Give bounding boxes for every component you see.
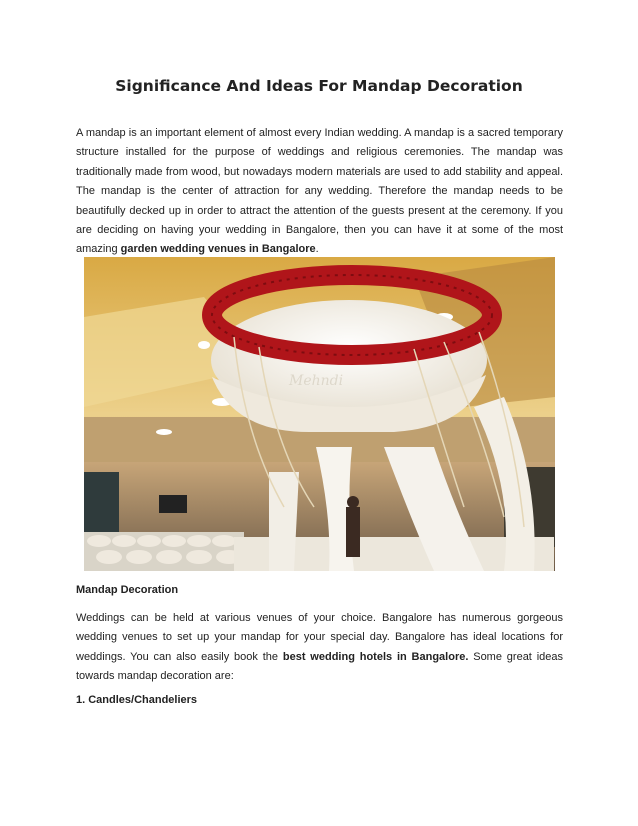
intro-text: A mandap is an important element of almost every Indian wedding. A mandap is a sacred temporary structure installed for the purpose of weddings and religious ceremonies. The mandap was traditionally made from wood, but nowadays modern materials are used to add stability and appeal. The mandap is the center of attraction for any wedding. Therefore the mandap needs to be beautifully decked up in order to attract the attention of the guests present at the ceremony. If you are deciding on having your wedding in Bangalore, then you can have it at some of the most amazing bbox=[76, 127, 563, 256]
intro-paragraph bbox=[76, 124, 563, 260]
body-paragraph bbox=[76, 609, 563, 687]
body-end: Some great ideas towards mandap decoration are: bbox=[76, 650, 563, 683]
list-heading: 1. Candles/Chandeliers bbox=[76, 694, 198, 706]
page-title: Significance And Ideas For Mandap Decoration bbox=[115, 77, 523, 95]
section-heading: Mandap Decoration bbox=[76, 584, 179, 596]
intro-end: . bbox=[315, 243, 319, 256]
garden-venues-link[interactable]: garden wedding venues in Bangalore bbox=[120, 243, 316, 256]
body-text: Weddings can be held at various venues of your choice. Bangalore has numerous gorgeous wedding venues to set up your mandap for your special day. Bangalore has ideal locations for weddings. You can also easily book the bbox=[76, 612, 563, 663]
mandap-photo bbox=[84, 257, 555, 571]
wedding-hotels-link[interactable]: best wedding hotels in Bangalore. bbox=[282, 650, 469, 663]
watermark: Mehndi bbox=[289, 373, 344, 389]
